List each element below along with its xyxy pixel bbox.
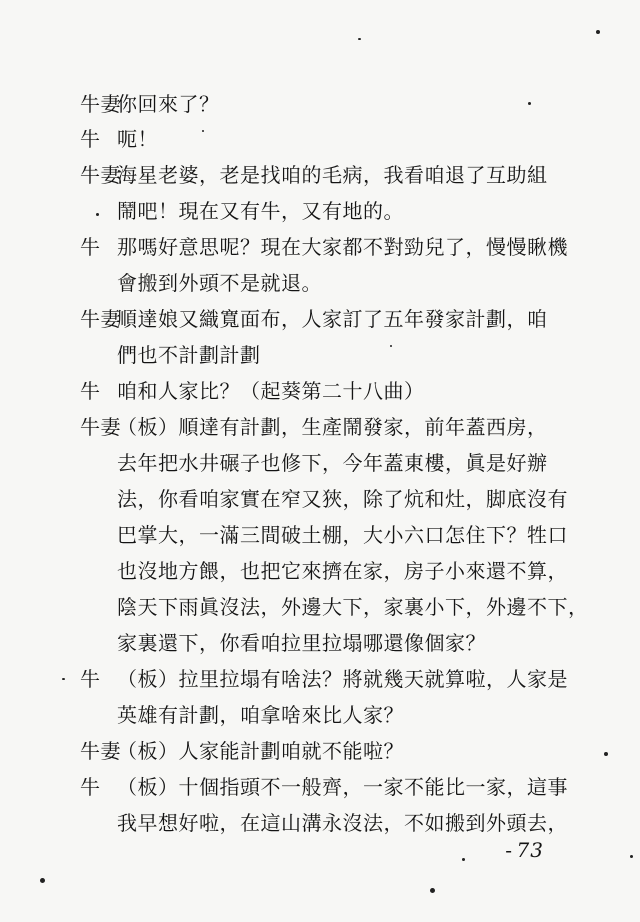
scan-speck (430, 888, 435, 893)
page-number-dash: - (505, 838, 512, 862)
dialogue-text: 法，你看咱家實在窄又狹，除了炕和灶，脚底沒有 (117, 487, 568, 511)
speaker-label: 牛 (80, 379, 101, 403)
dialogue-text: （板）人家能計劃咱就不能啦？ (117, 739, 404, 763)
scan-speck (596, 30, 600, 34)
dialogue-continuation (117, 559, 568, 583)
dialogue-text: 家裏還下，你看咱拉里拉塌哪還像個家？ (117, 631, 486, 655)
dialogue-line (80, 307, 548, 331)
dialogue-text: 也沒地方餵，也把它來擠在家，房子小來還不算， (117, 559, 568, 583)
dialogue-continuation (117, 811, 568, 835)
dialogue-text: 順達娘又織寬面布，人家訂了五年發家計劃，咱 (117, 307, 548, 331)
speaker-label: 牛妻 (80, 307, 121, 331)
scan-speck (604, 752, 608, 756)
scan-speck (358, 38, 361, 40)
scan-speck (62, 678, 65, 680)
dialogue-text: （板）順達有計劃，生產鬧發家，前年蓋西房， (117, 415, 548, 439)
dialogue-continuation (117, 487, 568, 511)
dialogue-text: （板）十個指頭不一般齊，一家不能比一家，這事 (117, 775, 568, 799)
dialogue-line (80, 235, 568, 259)
dialogue-continuation (117, 343, 261, 367)
dialogue-text: 英雄有計劃，咱拿啥來比人家？ (117, 703, 404, 727)
dialogue-continuation (117, 703, 404, 727)
dialogue-line (80, 739, 404, 763)
scan-speck (462, 858, 465, 861)
dialogue-text: 我早想好啦，在這山溝永沒法，不如搬到外頭去， (117, 811, 568, 835)
dialogue-text: 會搬到外頭不是就退。 (117, 271, 322, 295)
dialogue-text: 咱和人家比？（起葵第二十八曲） (117, 379, 425, 403)
dialogue-text: （板）拉里拉塌有啥法？將就幾天就算啦，人家是 (117, 667, 568, 691)
dialogue-continuation (117, 451, 548, 475)
dialogue-continuation (117, 631, 486, 655)
scan-speck (40, 878, 45, 883)
dialogue-line (80, 379, 425, 403)
scan-speck (96, 213, 99, 216)
scan-speck (630, 855, 633, 858)
dialogue-text: 鬧吧！現在又有牛，又有地的。 (117, 199, 404, 223)
dialogue-text: 陰天下雨眞沒法，外邊大下，家裏小下，外邊不下， (117, 595, 589, 619)
scan-speck (202, 130, 204, 132)
dialogue-text: 那嗎好意思呢？現在大家都不對勁兒了，慢慢瞅機 (117, 235, 568, 259)
dialogue-line (80, 667, 568, 691)
page-number: 73 (516, 838, 544, 862)
speaker-label: 牛妻 (80, 163, 121, 187)
speaker-label: 牛妻 (80, 739, 121, 763)
dialogue-line (80, 92, 220, 116)
dialogue-line (80, 163, 548, 187)
scan-speck (528, 102, 531, 105)
dialogue-text: 巴掌大，一滿三間破土棚，大小六口怎住下？牲口 (117, 523, 568, 547)
dialogue-continuation (117, 271, 322, 295)
dialogue-line (80, 415, 548, 439)
dialogue-text: 海星老婆，老是找咱的毛病，我看咱退了互助組 (117, 163, 548, 187)
speaker-label: 牛 (80, 667, 101, 691)
dialogue-continuation (117, 199, 404, 223)
speaker-label: 牛妻 (80, 92, 121, 116)
dialogue-line (80, 127, 158, 151)
dialogue-line (80, 775, 568, 799)
dialogue-text: 呃！ (117, 127, 158, 151)
dialogue-text: 去年把水井碾子也修下，今年蓋東樓，眞是好辦 (117, 451, 548, 475)
speaker-label: 牛 (80, 235, 101, 259)
scan-speck (390, 345, 392, 347)
dialogue-continuation (117, 595, 589, 619)
dialogue-text: 你回來了？ (117, 92, 220, 116)
speaker-label: 牛妻 (80, 415, 121, 439)
speaker-label: 牛 (80, 775, 101, 799)
speaker-label: 牛 (80, 127, 101, 151)
dialogue-text: 們也不計劃計劃 (117, 343, 261, 367)
dialogue-continuation (117, 523, 568, 547)
